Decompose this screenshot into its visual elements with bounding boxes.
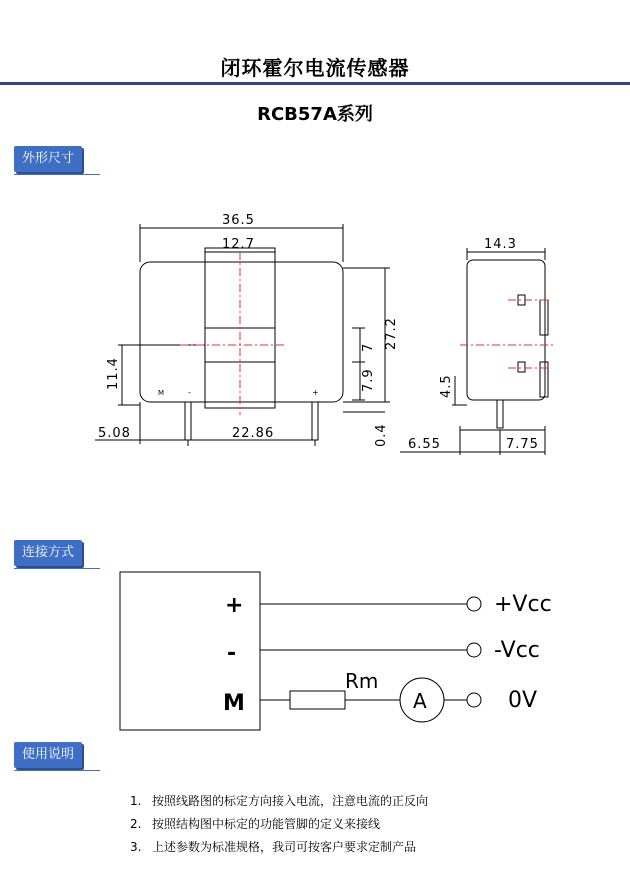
section-tab-connection: 连接方式 bbox=[14, 540, 82, 566]
dim-side-right: 7.75 bbox=[506, 437, 539, 452]
pin bbox=[312, 402, 318, 440]
ammeter-label: A bbox=[413, 689, 427, 713]
connection-diagram bbox=[0, 560, 630, 740]
vcc-pos-label: +Vcc bbox=[494, 592, 552, 617]
list-item: 2. 按照结构图中标定的功能管脚的定义来接线 bbox=[130, 817, 381, 831]
dim-left-height: 11.4 bbox=[106, 357, 121, 390]
usage-list bbox=[130, 790, 428, 859]
sensor-body-side bbox=[467, 260, 545, 400]
terminal bbox=[467, 597, 481, 611]
list-item: 1. 按照线路图的标定方向接入电流，注意电流的正反向 bbox=[130, 794, 429, 808]
dim-pin-pitch: 22.86 bbox=[232, 426, 275, 441]
section-tab-usage: 使用说明 bbox=[14, 742, 82, 768]
pin-label-m: M bbox=[158, 389, 165, 397]
side-tab bbox=[518, 362, 525, 372]
dim-window: 12.7 bbox=[222, 237, 255, 252]
pin-minus: - bbox=[227, 641, 237, 666]
section-underline bbox=[14, 174, 100, 175]
dim-side-width: 14.3 bbox=[484, 237, 517, 252]
sensor-body-front bbox=[140, 262, 343, 402]
section-tab-dimensions: 外形尺寸 bbox=[14, 146, 82, 172]
page-title: 闭环霍尔电流传感器 bbox=[220, 56, 410, 80]
side-notch bbox=[540, 300, 548, 335]
section-underline bbox=[14, 770, 100, 771]
rm-label: Rm bbox=[345, 669, 379, 693]
resistor-rm bbox=[290, 691, 345, 709]
dim-window-offset: 7.9 bbox=[361, 368, 376, 392]
list-item: 3. 上述参数为标准规格，我司可按客户要求定制产品 bbox=[130, 840, 417, 854]
dim-pin-offset: 5.08 bbox=[98, 426, 131, 441]
title-divider bbox=[0, 82, 630, 85]
terminal bbox=[467, 643, 481, 657]
pin-label-minus: - bbox=[188, 388, 191, 397]
dimension-drawing bbox=[0, 200, 630, 470]
pin-m: M bbox=[223, 691, 245, 716]
dim-width: 36.5 bbox=[222, 213, 255, 228]
side-notch bbox=[540, 362, 548, 397]
vcc-neg-label: -Vcc bbox=[494, 638, 540, 663]
page-subtitle: RCB57A系列 bbox=[257, 104, 373, 125]
pin-label-plus: + bbox=[312, 388, 319, 397]
pin-plus: + bbox=[225, 593, 244, 618]
dim-pin-len: 0.4 bbox=[374, 423, 389, 447]
dim-window-height: 7 bbox=[361, 342, 376, 352]
side-pin bbox=[497, 400, 503, 428]
terminal bbox=[467, 693, 481, 707]
dim-side-left: 6.55 bbox=[408, 437, 441, 452]
zero-volt-label: 0V bbox=[508, 688, 538, 713]
dim-side-pin-height: 4.5 bbox=[439, 374, 454, 398]
pin bbox=[185, 402, 191, 440]
dim-height: 27.2 bbox=[384, 317, 399, 350]
